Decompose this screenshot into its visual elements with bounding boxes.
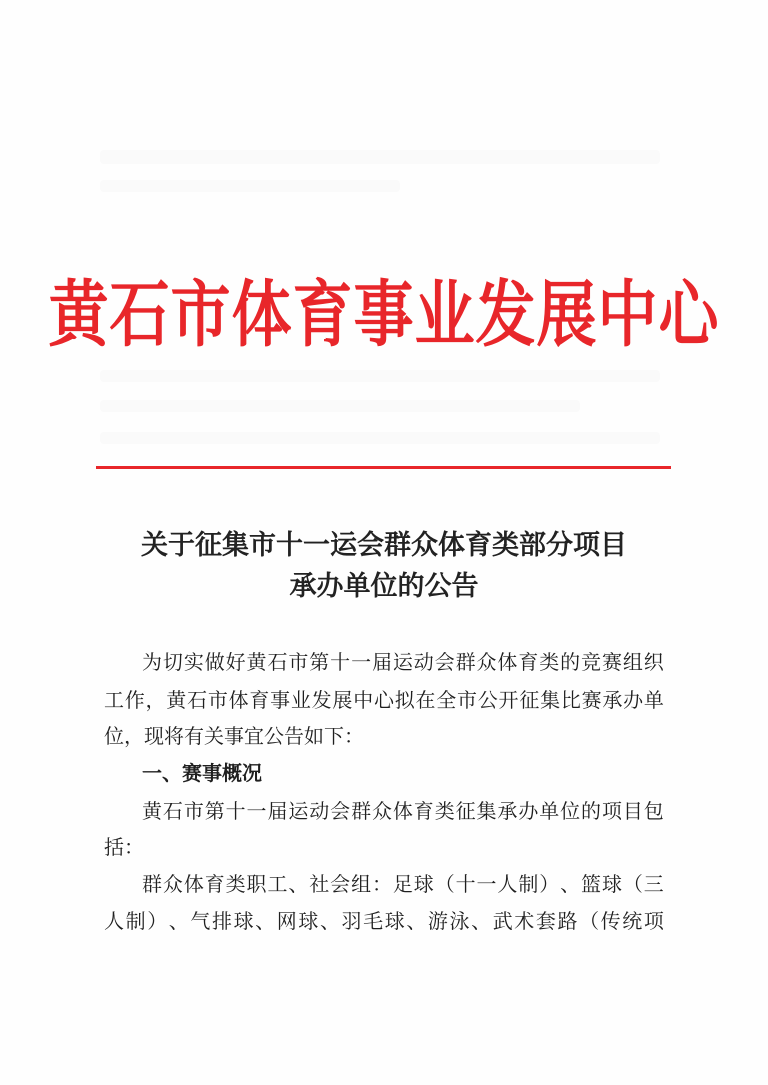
paragraph-text: 群 众 体 育 类 职 工 、 社 会 组 ： 足 球 （ 十 一 人 制 ） 、 篮 球 （ 三 [142,872,664,896]
paragraph-1-line-3: 位，现将有关事宜公告如下： [104,724,364,748]
reverse-side-bleed [100,150,660,164]
paragraph-1-line-2 [104,684,664,713]
reverse-side-bleed [100,370,660,382]
paragraph-2-line-2: 括： [104,835,144,859]
paragraph-1-line-1 [142,646,664,675]
document-title-line-1: 关于征集市十一运会群众体育类部分项目 [141,530,627,561]
letterhead-red-rule [96,466,671,469]
reverse-side-bleed [100,400,580,412]
reverse-side-bleed [100,432,660,444]
reverse-side-bleed [100,180,400,192]
paragraph-3-line-2 [104,905,664,934]
paragraph-3-line-1 [142,868,664,897]
paragraph-text: 人 制 ） 、 气 排 球 、 网 球 、 羽 毛 球 、 游 泳 、 武 术 套 路 （ 传 统 项 [104,909,664,933]
paragraph-2-line-1 [142,795,664,824]
section-heading: 一、赛事概况 [142,761,262,785]
paragraph-text: 为 切 实 做 好 黄 石 市 第 十 一 届 运 动 会 群 众 体 育 类 的 竞 赛 组 织 [142,650,664,674]
paragraph-text: 工 作 ， 黄 石 市 体 育 事 业 发 展 中 心 拟 在 全 市 公 开 征 集 比 赛 承 办 单 [104,688,664,712]
paragraph-text: 黄 石 市 第 十 一 届 运 动 会 群 众 体 育 类 征 集 承 办 单 位 的 项 目 包 [142,799,664,823]
letterhead-org-name: 黄石市体育事业发展中心 [48,273,720,358]
document-title-line-2: 承办单位的公告 [289,571,479,602]
